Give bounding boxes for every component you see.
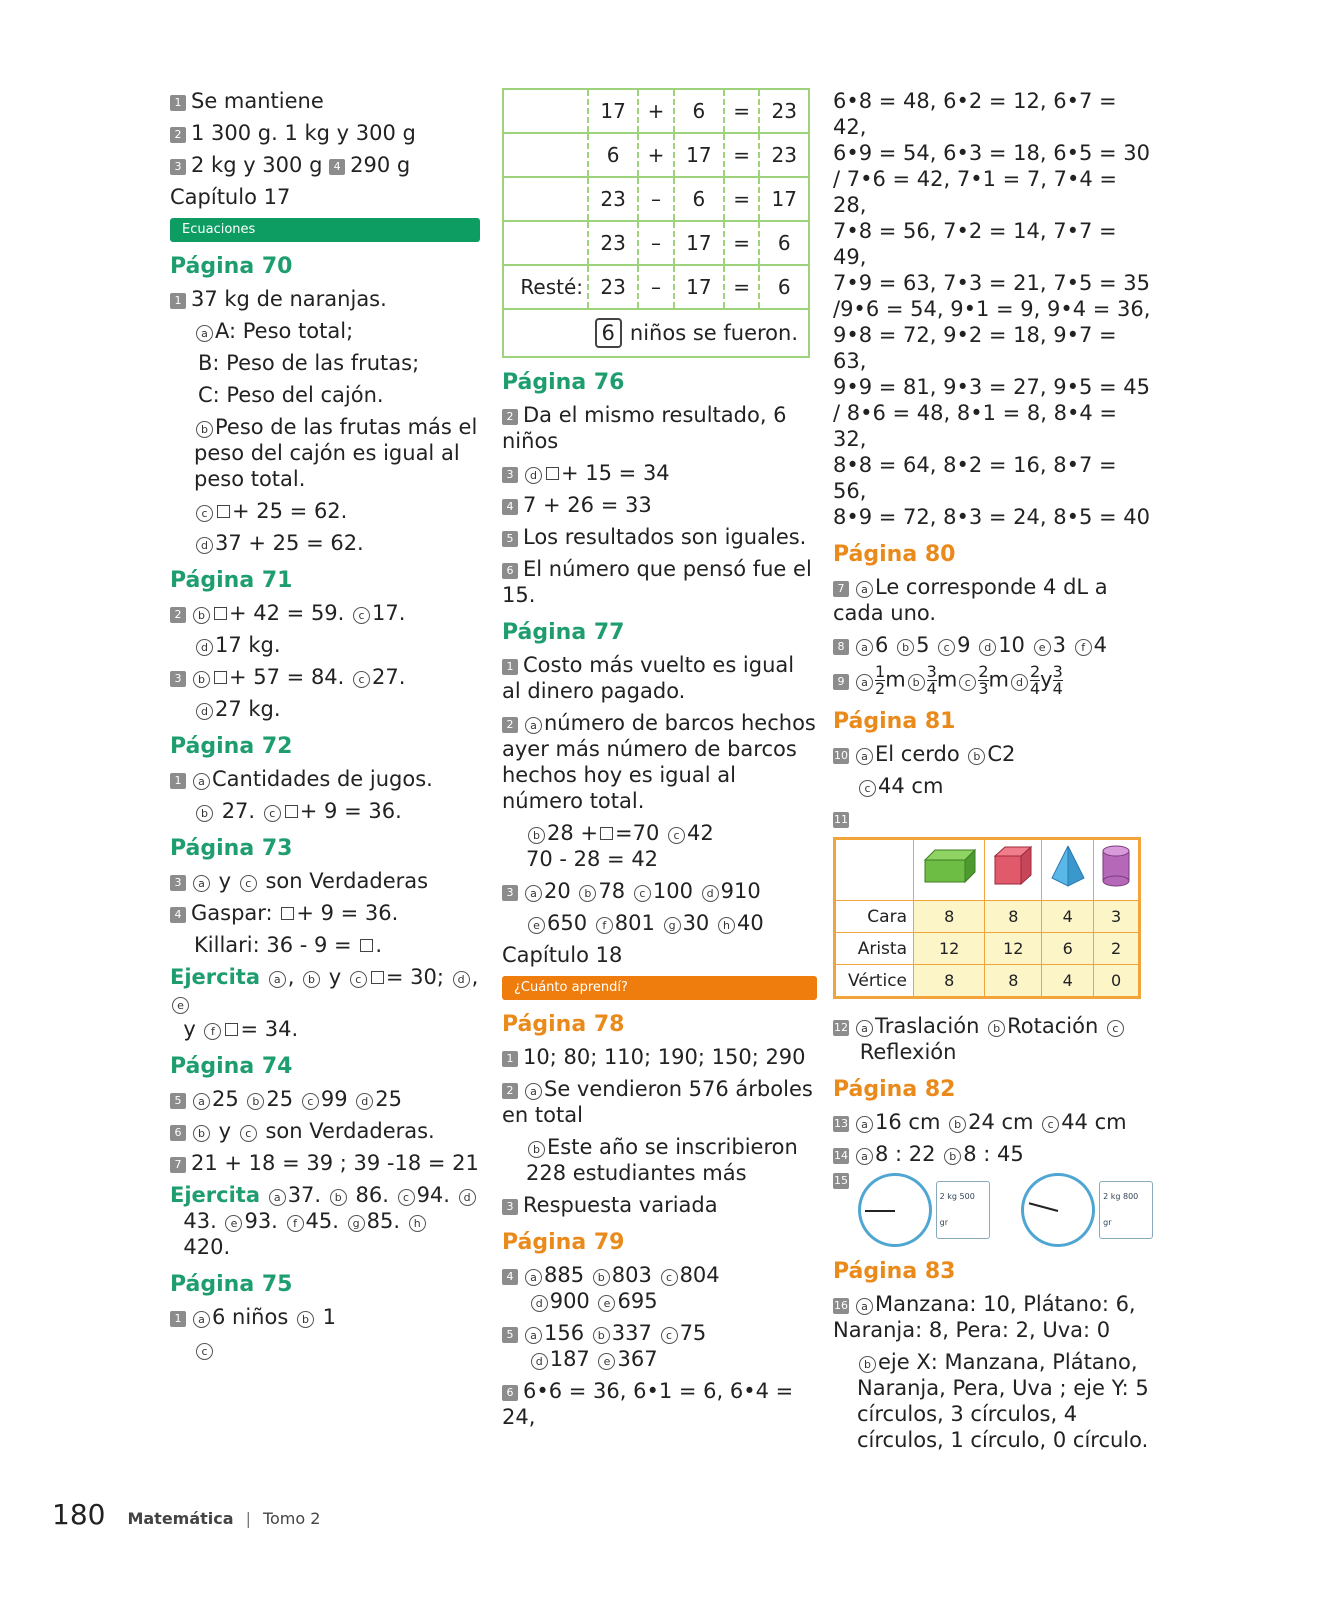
scale-dial-icon [1021,1173,1095,1247]
page-heading: Página 83 [833,1259,956,1284]
book-subject: Matemática [127,1509,234,1528]
table-row: 17 + 6 = 23 [504,90,808,133]
chapter-title: Capítulo 17 [170,185,291,209]
page-heading: Página 71 [170,568,293,593]
page-heading: Página 72 [170,734,293,759]
page-heading: Página 76 [502,370,625,395]
number-badge: 1 [170,95,186,111]
page-heading: Página 81 [833,709,956,734]
dial-tag: 2 kg 800 gr [1099,1181,1153,1239]
page-heading: Página 79 [502,1230,625,1255]
cylinder-icon [1094,840,1139,901]
fraction: $\frac{1}{2}$ [875,662,886,698]
subtraction-table [502,88,810,358]
solids-table [833,837,1141,999]
section-bar-ecuaciones: Ecuaciones [170,218,480,242]
table-row: 23 – 6 = 17 [504,177,808,221]
chapter-title: Capítulo 18 [502,943,623,967]
blank-box [217,505,230,518]
page-heading: Página 78 [502,1012,625,1037]
page-heading: Página 75 [170,1272,293,1297]
answer-line: 3 2 kg y 300 g 4 290 g [170,152,480,178]
table-row: Arista 12 12 6 2 [836,933,1139,965]
table-row: Resté: 23 – 17 = 6 [504,265,808,309]
scale-dial-icon [858,1173,932,1247]
section-bar-cuanto-aprendi: ¿Cuánto aprendí? [502,976,817,1000]
table-footer: 6 niños se fueron. [504,310,808,356]
table-row: Vértice 8 8 4 0 [836,965,1139,997]
page-heading: Página 77 [502,620,625,645]
column-middle: 17 + 6 = 23 6 + 17 = 23 23 – 6 = 17 23 – 17 = 6 Resté: 23 – 17 = 6 6 niños se fueron. Página 76 2 Da el mismo resultado, 6 niños 3 d + 15 = 34 4 7 + 26 = 33 5 Los resultados son iguales. 6 El número que pensó fue el 15. Página 77 1 Costo más vuelto es igual al dinero pagado. 2 a número de barcos hechos ayer más número de barcos hechos hoy es igual al número total. b 28 + =70 c 42 70 - 28 = 42 3 a 20 b 78 c 100 d 910 e 650 f 801 g 30 h 40 Capítulo 18 ¿Cuánto aprendí? Página 78 1 10; 80; 110; 190; 150; 290 2 a Se vendieron 576 árboles en total b Este año se inscribieron 228 estudiantes más 3 Respuesta variada Página 79 4 a 885 b 803 c 804 d 900 e 695 5 a 156 b 337 c 75 d 187 e 367 6 6•6 = 36, 6•1 = 6, 6•4 = 24, [502,88,817,1436]
answer-line: 2 1 300 g. 1 kg y 300 g [170,120,480,146]
page-heading: Página 82 [833,1077,956,1102]
page-footer: 180 Matemática | Tomo 2 [52,1498,321,1531]
column-right: 6•8 = 48, 6•2 = 12, 6•7 = 42, 6•9 = 54, 6•3 = 18, 6•5 = 30 / 7•6 = 42, 7•1 = 7, 7•4 = 28, 7•8 = 56, 7•2 = 14, 7•7 = 49, 7•9 = 63, 7•3 = 21, 7•5 = 35 /9•6 = 54, 9•1 = 9, 9•4 = 36, 9•8 = 72, 9•2 = 18, 9•7 = 63, 9•9 = 81, 9•3 = 27, 9•5 = 45 / 8•6 = 48, 8•1 = 8, 8•4 = 32, 8•8 = 64, 8•2 = 16, 8•7 = 56, 8•9 = 72, 8•3 = 24, 8•5 = 40 Página 80 7 a Le corresponde 4 dL a cada uno. 8 a 6 b 5 c 9 d 10 e 3 f 4 9 a $\frac{1}{2}$ m b $\frac{3}{4}$ m c $\frac{2}{3}$ m d $\frac{2}{4}$ y $\frac{3}{4}$ Página 81 10 a El cerdo b C2 c 44 cm 11 Cara 8 8 4 3 Arista 12 12 6 2 Vértice 8 8 4 0 12 a Traslación b Rotación c Reflexión Página 82 13 a 16 cm b 24 cm c 44 cm 14 a 8 : 22 b 8 : 45 15 2 kg 500 gr 2 kg 800 gr Página 83 16 a Manzana: 10, Plátano: 6, Naranja: 8, Pera: 2, Uva: 0 b eje X: Manzana, Plátano, Naranja, Pera, Uva ; eje Y: 5 círculos, 3 círculos, 4 círculos, 1 círculo, 0 círculo. [833,88,1153,1459]
page-heading: Página 74 [170,1054,293,1079]
book-volume: Tomo 2 [262,1509,321,1528]
cube-icon [985,840,1042,901]
table-header-row [836,840,1139,901]
answer-line: 1 Se mantiene [170,88,480,114]
page-heading: Página 80 [833,542,956,567]
ejercita-label: Ejercita [170,965,260,989]
table-row: 6 + 17 = 23 [504,133,808,177]
prism-icon [914,840,985,901]
page-number: 180 [52,1498,106,1531]
scale-dials: 15 2 kg 500 gr 2 kg 800 gr [833,1173,1153,1247]
table-row: Cara 8 8 4 3 [836,901,1139,933]
page-heading: Página 73 [170,836,293,861]
dial-tag: 2 kg 500 gr [936,1181,990,1239]
table-row: 23 – 17 = 6 [504,221,808,265]
column-left: 1 Se mantiene 2 1 300 g. 1 kg y 300 g 3 2 kg y 300 g 4 290 g Capítulo 17 Ecuaciones Página 70 1 37 kg de naranjas. a A: Peso total; B: Peso de las frutas; C: Peso del cajón. b Peso de las frutas más el peso del cajón es igual al peso total. c + 25 = 62. d 37 + 25 = 62. Página 71 2 b + 42 = 59. c 17. d 17 kg. 3 b + 57 = 84. c 27. d 27 kg. Página 72 1 a Cantidades de jugos. b 27. c + 9 = 36. Página 73 3 a y c son Verdaderas 4 Gaspar: + 9 = 36. Killari: 36 - 9 = . Ejercita a , b y c = 30; d , e y f = 34. Página 74 5 a 25 b 25 c 99 d 25 6 b y c son Verdaderas. 7 21 + 18 = 39 ; 39 -18 = 21 Ejercita a 37. b 86. c 94. d 43. e 93. f 45. g 85. h 420. Página 75 1 a 6 niños b 1 c [170,89,479,1358]
multiplication-list: 6•8 = 48, 6•2 = 12, 6•7 = 42, 6•9 = 54, 6•3 = 18, 6•5 = 30 / 7•6 = 42, 7•1 = 7, 7•4 = 28, 7•8 = 56, 7•2 = 14, 7•7 = 49, 7•9 = 63, 7•3 = 21, 7•5 = 35 /9•6 = 54, 9•1 = 9, 9•4 = 36, 9•8 = 72, 9•2 = 18, 9•7 = 63, 9•9 = 81, 9•3 = 27, 9•5 = 45 / 8•6 = 48, 8•1 = 8, 8•4 = 32, 8•8 = 64, 8•2 = 16, 8•7 = 56, 8•9 = 72, 8•3 = 24, 8•5 = 40 [833,89,1151,529]
pyramid-icon [1042,840,1094,901]
page-heading: Página 70 [170,254,293,279]
